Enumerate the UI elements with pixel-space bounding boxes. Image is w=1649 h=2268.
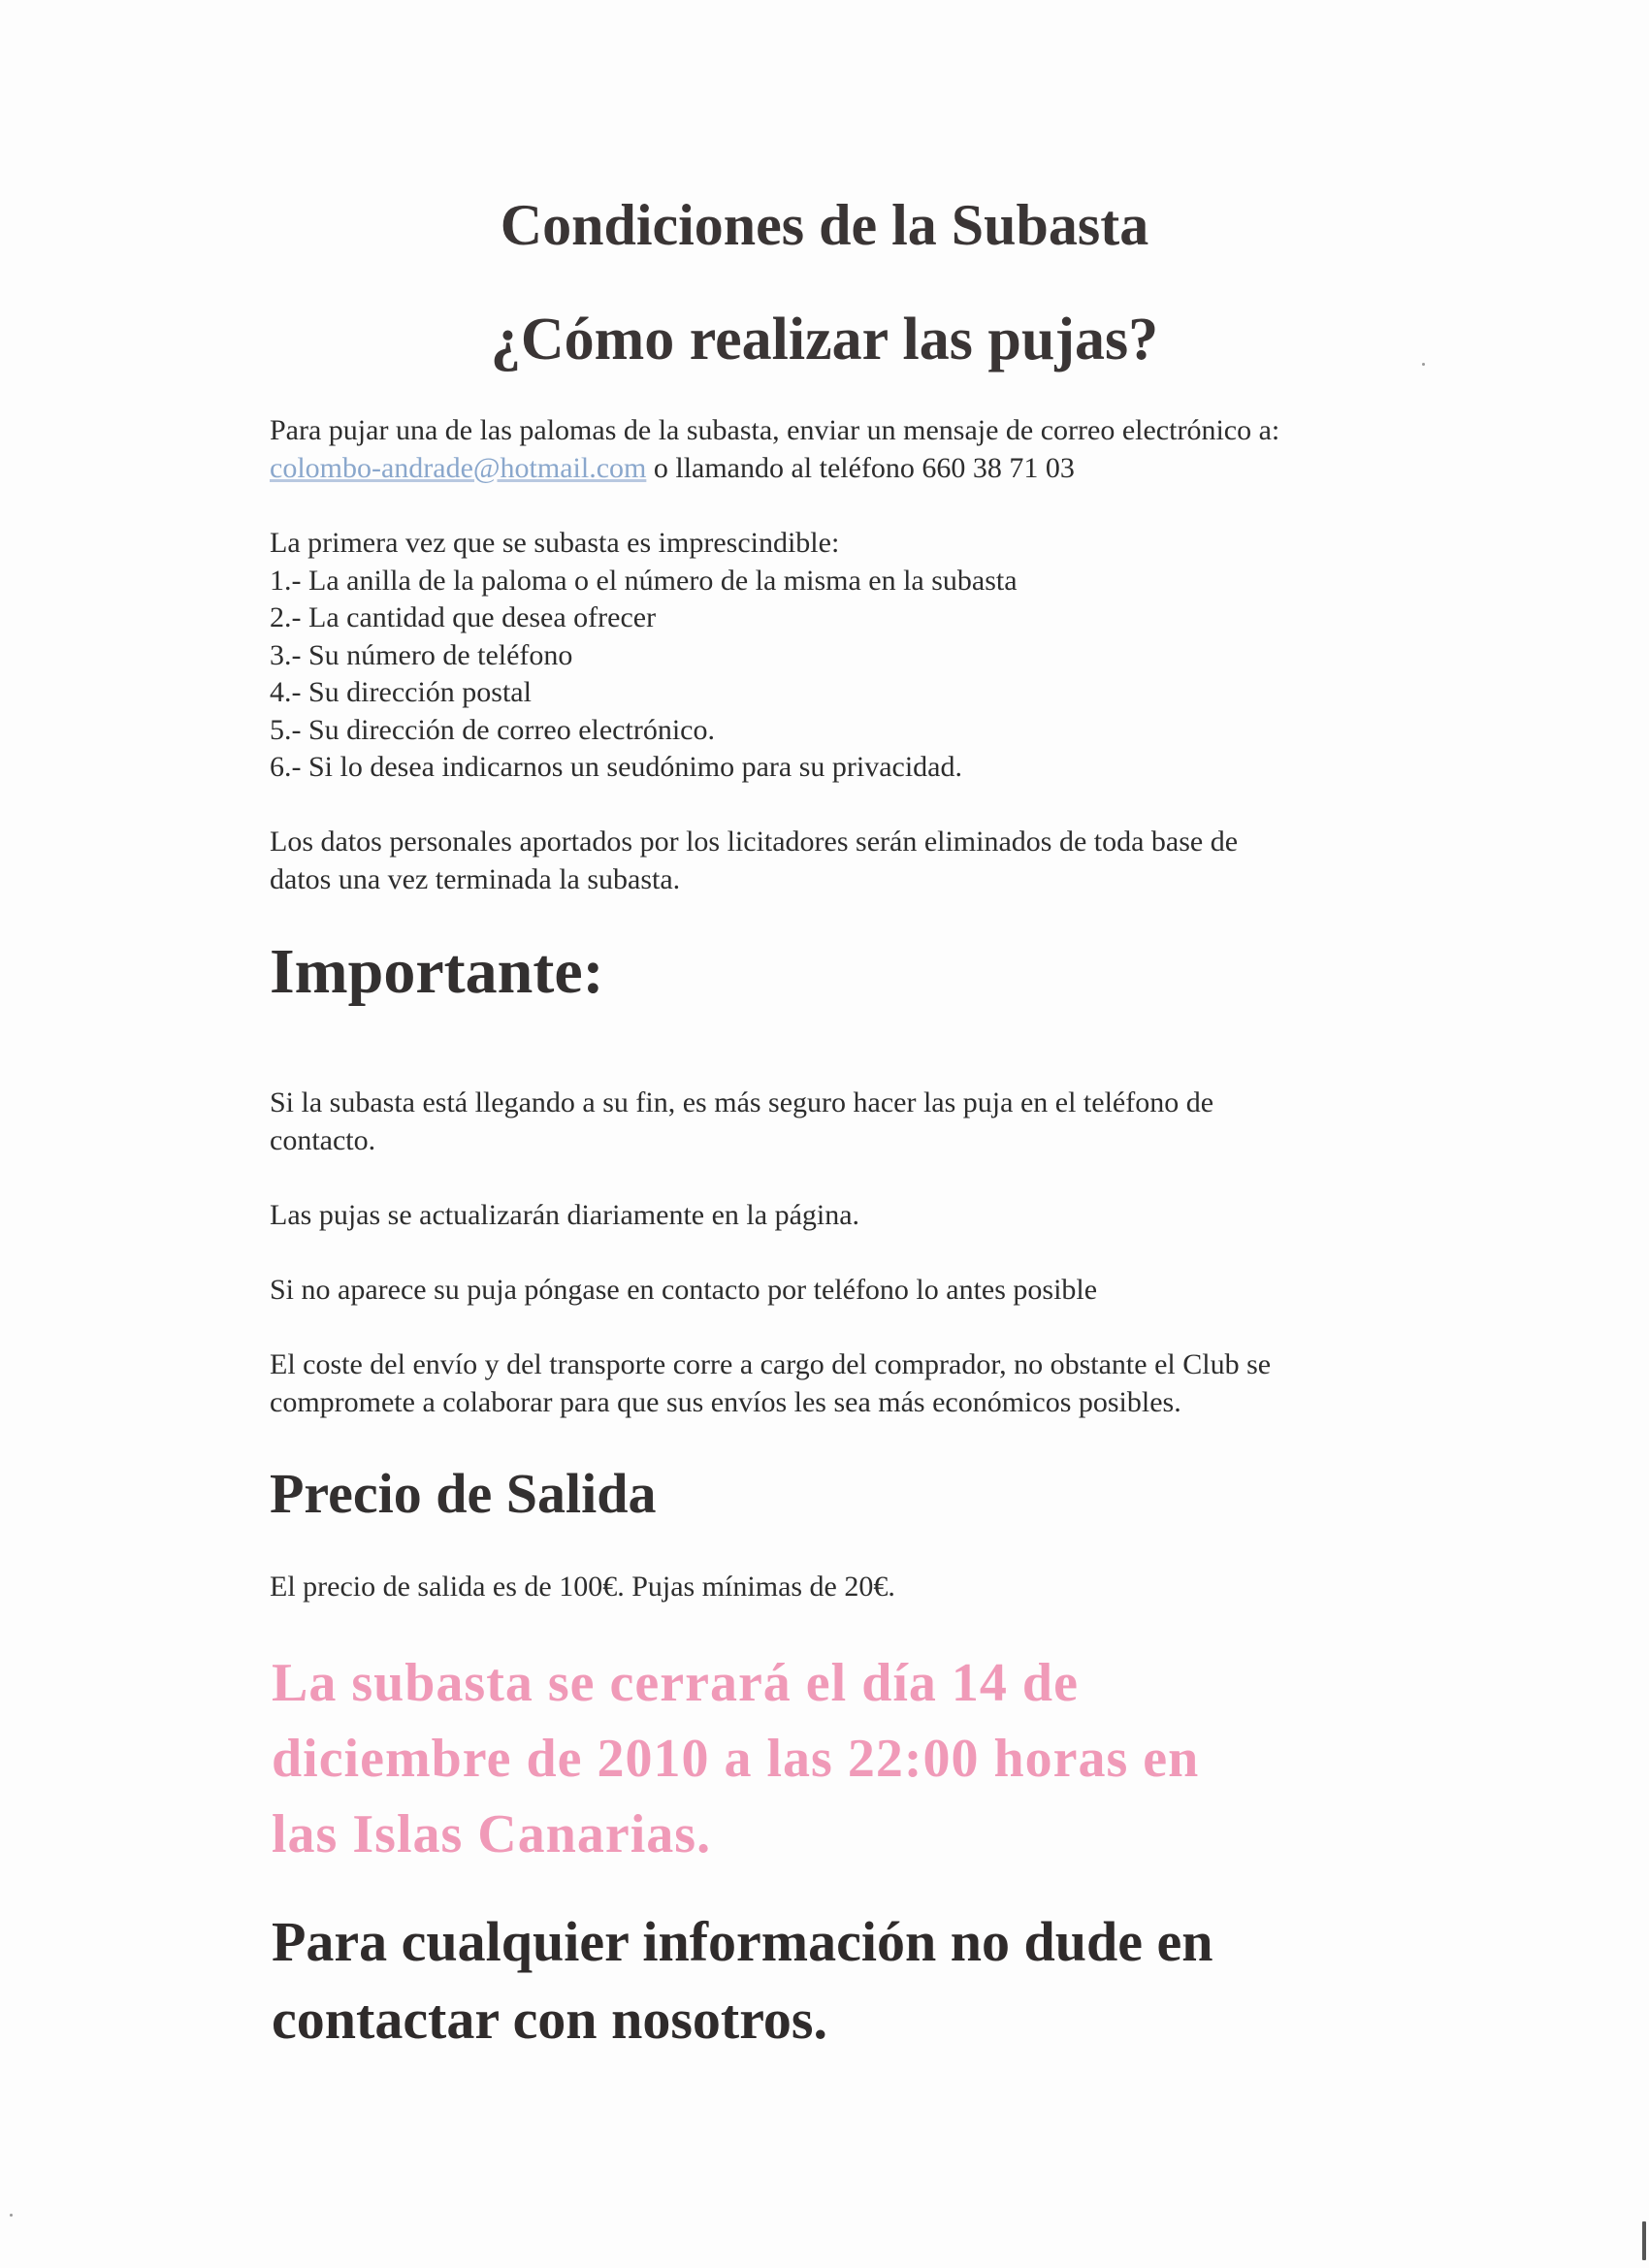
- intro-paragraph: [270, 412, 1472, 487]
- important-paragraph-4: [270, 1346, 1472, 1421]
- important-p4-line-2: compromete a colaborar para que sus envíos les sea más económicos posibles.: [270, 1385, 1181, 1418]
- privacy-paragraph: [270, 824, 1472, 898]
- important-p1-line-2: contacto.: [270, 1123, 376, 1156]
- requirements-intro: La primera vez que se subasta es imprescindible:: [270, 527, 840, 559]
- list-item: 4.- Su dirección postal: [270, 676, 532, 708]
- contact-line-2: contactar con nosotros.: [272, 1988, 827, 2051]
- list-item: 5.- Su dirección de correo electrónico.: [270, 713, 715, 746]
- list-item: 1.- La anilla de la paloma o el número de la misma en la subasta: [270, 564, 1018, 597]
- closing-line-3: las Islas Canarias.: [272, 1804, 712, 1864]
- important-p2: Las pujas se actualizarán diariamente en la página.: [270, 1199, 860, 1231]
- scan-speck: [10, 2214, 13, 2217]
- intro-line-2: [270, 450, 1472, 488]
- important-p4-line-1: El coste del envío y del transporte corre a cargo del comprador, no obstante el Club se: [270, 1348, 1272, 1380]
- intro-phone-text: o llamando al teléfono 660 38 71 03: [646, 451, 1075, 484]
- list-item: 3.- Su número de teléfono: [270, 638, 573, 671]
- privacy-line-2: datos una vez terminada la subasta.: [270, 862, 681, 895]
- requirements-list: [270, 525, 1472, 787]
- price-heading: Precio de Salida: [270, 1462, 657, 1525]
- document-title: Condiciones de la Subasta: [500, 193, 1149, 257]
- important-p1-line-1: Si la subasta está llegando a su fin, es más seguro hacer las puja en el teléfono de: [270, 1086, 1214, 1118]
- closing-notice: [272, 1645, 1533, 1872]
- privacy-line-1: Los datos personales aportados por los licitadores serán eliminados de toda base de: [270, 826, 1239, 858]
- document-subtitle: ¿Cómo realizar las pujas?: [490, 307, 1159, 373]
- important-paragraph-1: [270, 1085, 1472, 1159]
- important-paragraph-3: [270, 1272, 1472, 1310]
- important-p3: Si no aparece su puja póngase en contacto por teléfono lo antes posible: [270, 1274, 1098, 1306]
- important-heading: Importante:: [270, 936, 604, 1007]
- closing-line-2: diciembre de 2010 a las 22:00 horas en: [272, 1729, 1200, 1789]
- important-paragraph-2: [270, 1197, 1472, 1235]
- list-item: 2.- La cantidad que desea ofrecer: [270, 601, 657, 633]
- intro-line-1: Para pujar una de las palomas de la subasta, enviar un mensaje de correo electrónico a:: [270, 414, 1280, 446]
- scan-edge-mark: [1642, 2221, 1646, 2260]
- email-link[interactable]: colombo-andrade@hotmail.com: [270, 451, 647, 484]
- list-item: 6.- Si lo desea indicarnos un seudónimo para su privacidad.: [270, 751, 962, 783]
- price-text: El precio de salida es de 100€. Pujas mínimas de 20€.: [270, 1571, 895, 1603]
- price-paragraph: [270, 1569, 1472, 1606]
- contact-notice: [272, 1903, 1533, 2058]
- scan-speck: [1422, 363, 1425, 366]
- contact-line-1: Para cualquier información no dude en: [272, 1910, 1213, 1973]
- closing-line-1: La subasta se cerrará el día 14 de: [272, 1653, 1079, 1713]
